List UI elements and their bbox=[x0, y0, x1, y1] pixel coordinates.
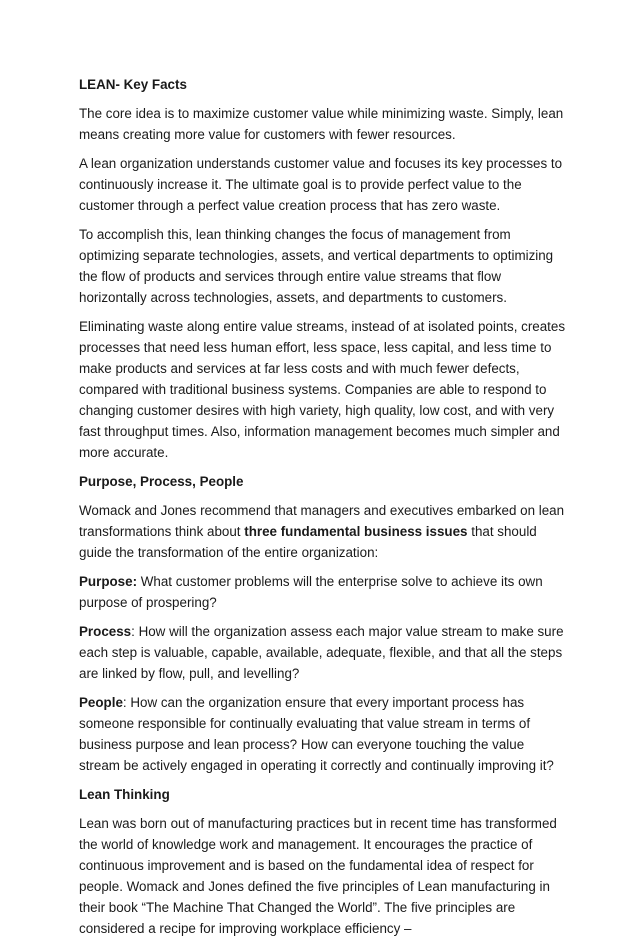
people-label: People bbox=[79, 695, 123, 710]
womack-jones-bold-phrase: three fundamental business issues bbox=[244, 524, 468, 539]
paragraph-people bbox=[79, 692, 568, 776]
paragraph-process bbox=[79, 621, 568, 684]
womack-jones-text-after: that should guide the transformation of the entire organization: bbox=[79, 524, 537, 560]
section-heading-lean-thinking: Lean Thinking bbox=[79, 787, 170, 802]
document-title: LEAN- Key Facts bbox=[79, 77, 187, 92]
paragraph-eliminating-waste: Eliminating waste along entire value streams, instead of at isolated points, creates processes that need less human effort, less space, less capital, and less time to make products and services at far less costs and with much fewer defects, compared with traditional business systems. Companies are able to respond to changing customer desires with high variety, high quality, low cost, and with very fast throughput times. Also, information management becomes much simpler and more accurate. bbox=[79, 319, 566, 460]
paragraph-lean-thinking-focus: To accomplish this, lean thinking changes the focus of management from optimizing separate technologies, assets, and vertical departments to optimizing the flow of products and services through entire value streams that flow horizontally across technologies, assets, and departments to customers. bbox=[79, 227, 554, 305]
section-heading-purpose-process-people: Purpose, Process, People bbox=[79, 474, 244, 489]
womack-jones-text-before: Womack and Jones recommend that managers and executives embarked on lean transformations think about bbox=[79, 503, 565, 539]
process-text: : How will the organization assess each major value stream to make sure each step is valuable, capable, available, adequate, flexible, and that all the steps are linked by flow, pull, and levelling? bbox=[79, 624, 564, 681]
purpose-label: Purpose: bbox=[79, 574, 138, 589]
process-label: Process bbox=[79, 624, 132, 639]
paragraph-lean-organization: A lean organization understands customer value and focuses its key processes to continuously increase it. The ultimate goal is to provide perfect value to the customer through a perfect value creation process that has zero waste. bbox=[79, 156, 563, 213]
paragraph-core-idea: The core idea is to maximize customer value while minimizing waste. Simply, lean means creating more value for customers with fewer resources. bbox=[79, 106, 564, 142]
paragraph-lean-origin: Lean was born out of manufacturing practices but in recent time has transformed the world of knowledge work and management. It encourages the practice of continuous improvement and is based on the fundamental idea of respect for people. Womack and Jones defined the five principles of Lean manufacturing in their book “The Machine That Changed the World”. The five principles are considered a recipe for improving workplace efficiency – bbox=[79, 816, 557, 936]
paragraph-purpose bbox=[79, 571, 568, 613]
paragraph-womack-jones bbox=[79, 500, 568, 563]
people-text: : How can the organization ensure that every important process has someone responsible for continually evaluating that value stream in terms of business purpose and lean process? How can everyone touching the value stream be actively engaged in operating it correctly and continually improving it? bbox=[79, 695, 554, 773]
purpose-text: What customer problems will the enterprise solve to achieve its own purpose of prospering? bbox=[79, 574, 543, 610]
